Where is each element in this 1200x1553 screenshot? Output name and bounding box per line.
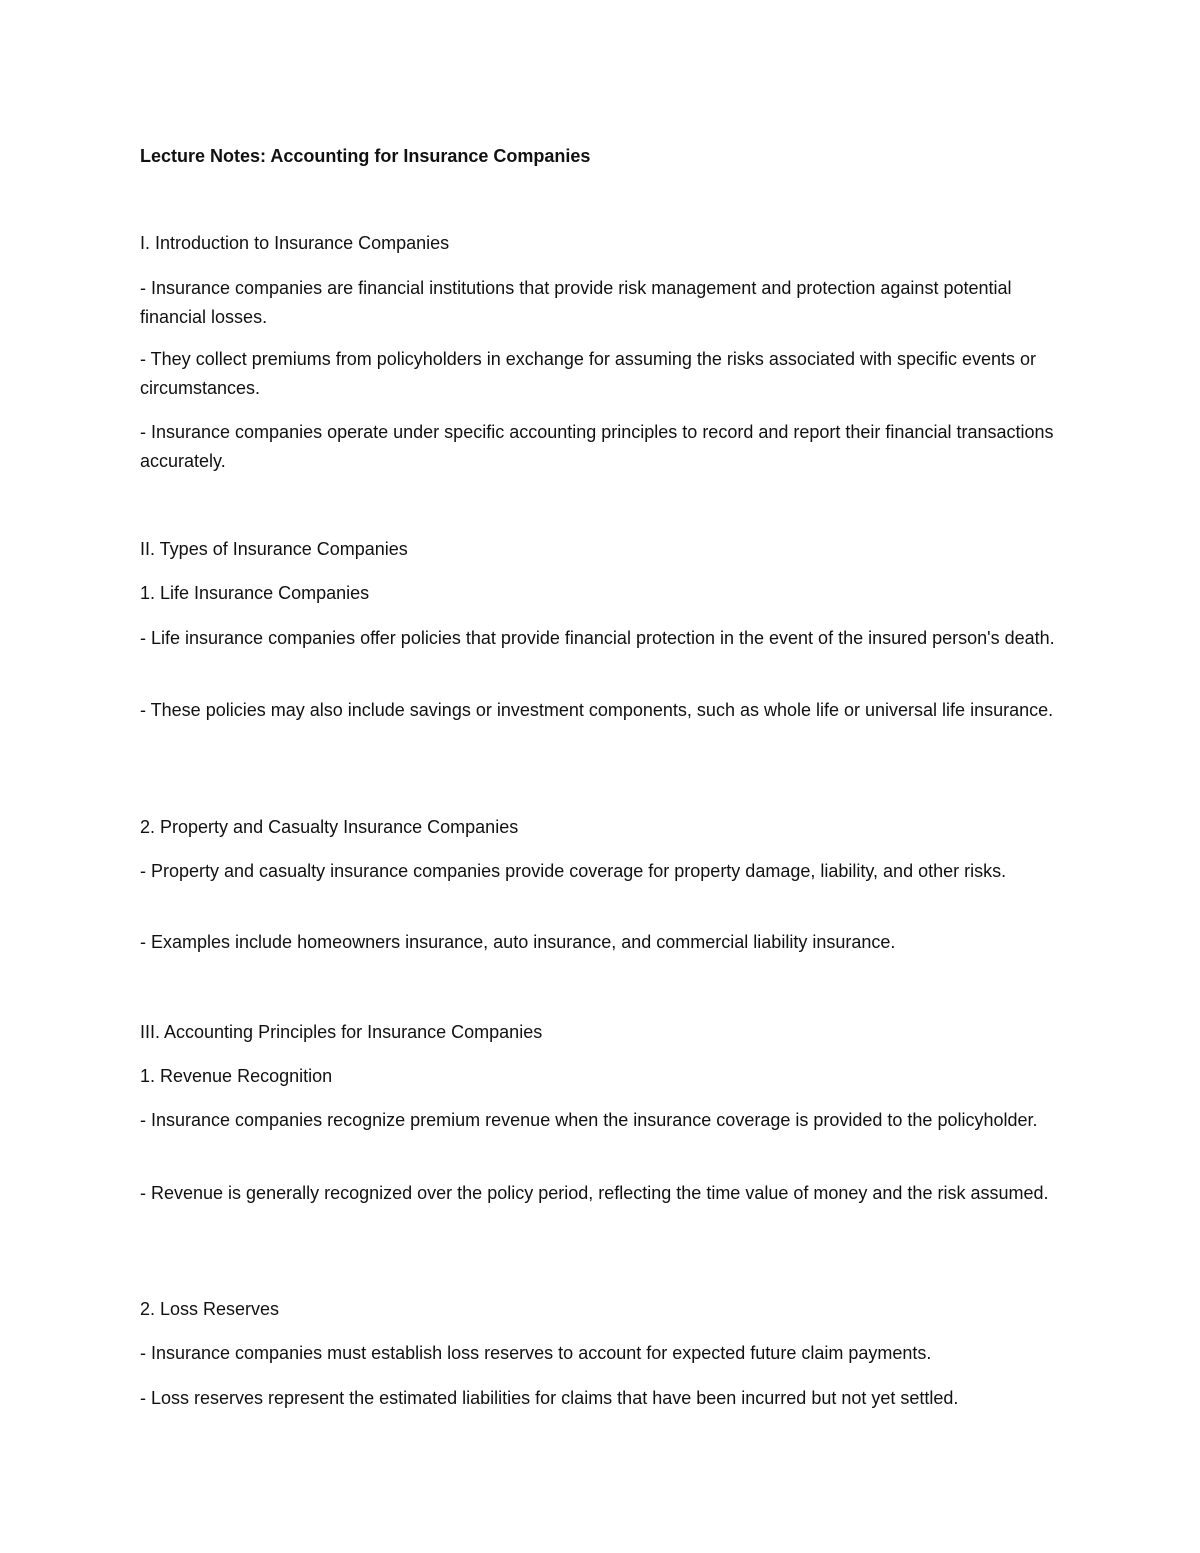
intro-bullet-1: - Insurance companies are financial institutions that provide risk management and protection against potential financial losses.: [140, 278, 1012, 327]
life-bullet-2: - These policies may also include savings or investment components, such as whole life or universal life insurance.: [140, 700, 1054, 720]
section-heading-accounting-principles: III. Accounting Principles for Insurance Companies: [140, 1022, 543, 1042]
document-title: Lecture Notes: Accounting for Insurance Companies: [140, 146, 591, 166]
property-bullet-1: - Property and casualty insurance companies provide coverage for property damage, liability, and other risks.: [140, 861, 1007, 881]
subsection-heading-life: 1. Life Insurance Companies: [140, 583, 370, 603]
revenue-bullet-1: - Insurance companies recognize premium revenue when the insurance coverage is provided to the policyholder.: [140, 1110, 1038, 1130]
section-heading-types: II. Types of Insurance Companies: [140, 539, 408, 559]
section-heading-introduction: I. Introduction to Insurance Companies: [140, 233, 450, 253]
loss-bullet-2: - Loss reserves represent the estimated liabilities for claims that have been incurred but not yet settled.: [140, 1388, 959, 1408]
loss-bullet-1: - Insurance companies must establish loss reserves to account for expected future claim payments.: [140, 1343, 932, 1363]
intro-bullet-2: - They collect premiums from policyholders in exchange for assuming the risks associated with specific events or circumstances.: [140, 349, 1037, 398]
intro-bullet-3: - Insurance companies operate under specific accounting principles to record and report their financial transactions accurately.: [140, 422, 1054, 471]
subsection-heading-loss-reserves: 2. Loss Reserves: [140, 1299, 280, 1319]
revenue-bullet-2: - Revenue is generally recognized over the policy period, reflecting the time value of money and the risk assumed.: [140, 1183, 1049, 1203]
property-bullet-2: - Examples include homeowners insurance, auto insurance, and commercial liability insurance.: [140, 932, 896, 952]
subsection-heading-property-casualty: 2. Property and Casualty Insurance Companies: [140, 817, 519, 837]
subsection-heading-revenue-recognition: 1. Revenue Recognition: [140, 1066, 333, 1086]
life-bullet-1: - Life insurance companies offer policies that provide financial protection in the event of the insured person's death.: [140, 628, 1055, 648]
